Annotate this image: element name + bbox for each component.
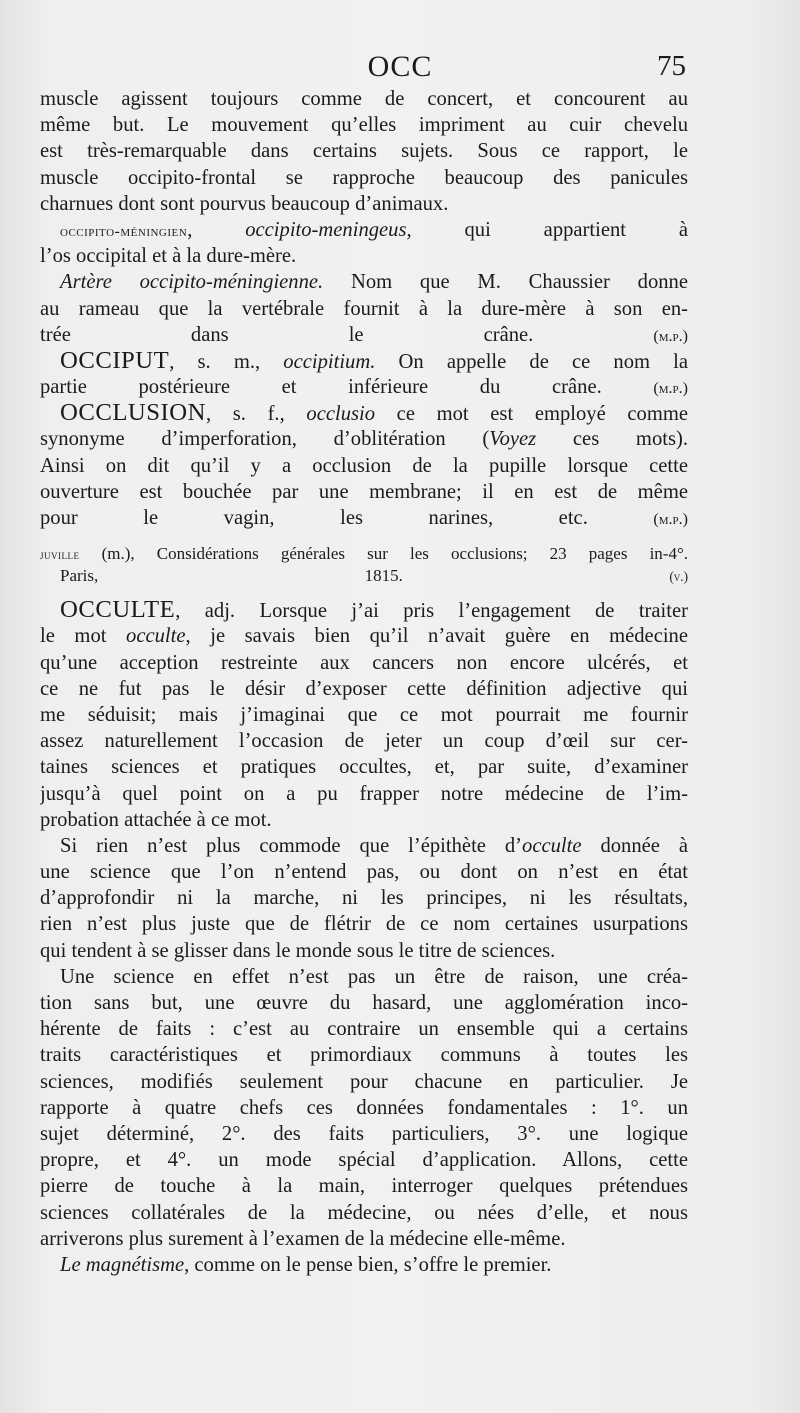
text-line: tion sans but, une œuvre du hasard, une agglomération inco- xyxy=(40,992,688,1014)
bibliography-entry xyxy=(40,543,688,565)
text-fragment: , s. m., xyxy=(169,350,284,373)
page-number: 75 xyxy=(657,50,686,82)
text-fragment: Paris, 1815. xyxy=(60,566,403,586)
text-fragment: ces mots). xyxy=(536,428,688,451)
text-fragment: (m.), Considérations générales sur les occlusions; 23 pages in-4°. xyxy=(79,544,688,564)
text-line: pierre de touche à la main, interroger quelques prétendues xyxy=(40,1175,688,1198)
subentry-term: Artère occipito-méningienne. xyxy=(60,271,324,294)
text-line: jusqu’à quel point on a pu frapper notre médecine de l’im- xyxy=(40,782,688,805)
text-fragment: , xyxy=(187,218,246,241)
text-line: arriverons plus surement à l’examen de la médecine elle-même. xyxy=(40,1227,566,1250)
text-line: qui tendent à se glisser dans le monde sous le titre de sciences. xyxy=(40,939,556,962)
author-tag: (m.p.) xyxy=(653,511,688,528)
bibliography-author: juville xyxy=(40,547,80,563)
bibliography xyxy=(40,543,688,587)
cross-reference: Voyez xyxy=(489,428,537,451)
author-tag: (m.p.) xyxy=(653,327,688,345)
text-fragment: On appelle de ce nom la xyxy=(375,350,688,373)
text-line: me séduisit; mais j’imaginai que ce mot pourrait me fournir xyxy=(40,703,688,726)
text-line: traits caractéristiques et primordiaux communs à toutes les xyxy=(40,1044,688,1067)
text-line xyxy=(40,1252,688,1278)
text-line: hérente de faits : c’est au contraire un ensemble qui a certains xyxy=(40,1018,688,1041)
author-tag: (m.p.) xyxy=(653,380,688,398)
text-line: sciences collatérales de la médecine, ou nées d’elle, et nous xyxy=(40,1201,688,1224)
text-line xyxy=(40,322,688,348)
text-fragment: ce mot est employé comme xyxy=(375,403,688,426)
text-line xyxy=(40,505,688,531)
text-line: taines sciences et pratiques occultes, et, par suite, d’examiner xyxy=(40,756,688,779)
entry-headword: OCCIPUT xyxy=(60,347,170,374)
text-line: est très-remarquable dans certains sujets. Sous ce rapport, le xyxy=(40,140,688,163)
text-fragment: synonyme d’imperforation, d’oblitération ( xyxy=(40,428,490,451)
entry-occlusion xyxy=(40,400,688,426)
text-line: muscle agissent toujours comme de concert, et concourent au xyxy=(40,88,688,110)
text-line: même but. Le mouvement qu’elles impriment au cuir chevelu xyxy=(40,114,688,137)
text-fragment: partie postérieure et inférieure du crâne. xyxy=(40,376,602,399)
text-line: Une science en effet n’est pas un être de raison, une créa- xyxy=(60,965,688,988)
entry-occulte xyxy=(40,597,688,623)
text-fragment: , comme on le pense bien, s’offre le premier. xyxy=(184,1253,552,1276)
entry-headword: OCCULTE xyxy=(60,597,176,624)
running-head: OCC xyxy=(367,50,433,83)
text-line: muscle occipito-frontal se rapproche beaucoup des panicules xyxy=(40,166,688,189)
author-tag: (v.) xyxy=(669,569,688,585)
text-line xyxy=(40,374,688,400)
text-fragment: , je savais bien qu’il n’avait guère en médecine xyxy=(185,625,688,648)
emphasis: occulte xyxy=(126,625,186,648)
text-line xyxy=(40,833,688,859)
text-fragment: , s. f., xyxy=(205,403,307,426)
latin-term: occipitium. xyxy=(283,350,376,373)
text-line xyxy=(40,426,688,452)
text-line: charnues dont sont pourvus beaucoup d’animaux. xyxy=(40,192,449,215)
text-fragment: Nom que M. Chaussier donne xyxy=(323,271,688,294)
text-fragment: , qui appartient à xyxy=(406,218,688,241)
text-line: rapporte à quatre chefs ces données fondamentales : 1°. un xyxy=(40,1096,688,1119)
emphasis: occulte xyxy=(522,834,582,857)
entry-headword: OCCLUSION xyxy=(60,400,206,427)
entry-headword: occipito-méningien xyxy=(60,222,188,240)
text-fragment: trée dans le crâne. xyxy=(40,323,534,346)
text-line: sciences, modifiés seulement pour chacune en particulier. Je xyxy=(40,1070,688,1093)
text-fragment: Si rien n’est plus commode que l’épithète d’ xyxy=(60,834,523,857)
text-fragment: pour le vagin, les narines, etc. xyxy=(40,507,588,529)
entry-occiput xyxy=(40,348,688,374)
latin-term: occipito-meningeus xyxy=(245,218,407,241)
text-line: une science que l’on n’entend pas, ou dont on n’est en état xyxy=(40,861,688,884)
text-fragment: donnée à xyxy=(581,834,688,857)
text-line: ce ne fut pas le désir d’exposer cette définition adjective qui xyxy=(40,677,688,700)
text-fragment: le mot xyxy=(40,625,127,648)
text-line: au rameau que la vertébrale fournit à la dure-mère à son en- xyxy=(40,297,688,320)
text-line: Ainsi on dit qu’il y a occlusion de la pupille lorsque cette xyxy=(40,454,688,477)
text-line: propre, et 4°. un mode spécial d’application. Allons, cette xyxy=(40,1149,688,1172)
entry-occipito-meningien xyxy=(40,217,688,243)
text-fragment: , adj. Lorsque j’ai pris l’engagement de traiter xyxy=(175,600,688,623)
text-line: sujet déterminé, 2°. des faits particuliers, 3°. une logique xyxy=(40,1122,688,1145)
latin-term: occlusio xyxy=(306,403,376,426)
text-line: d’approfondir ni la marche, ni les principes, ni les résultats, xyxy=(40,887,688,910)
text-line xyxy=(40,623,688,649)
page-header xyxy=(0,50,800,90)
bibliography-entry-cont xyxy=(40,565,688,587)
text-line: assez naturellement l’occasion de jeter un coup d’œil sur cer- xyxy=(40,730,688,753)
text-line: probation attachée à ce mot. xyxy=(40,808,272,831)
text-line: ouverture est bouchée par une membrane; il en est de même xyxy=(40,480,688,503)
text-line: qu’une acception restreinte aux cancers non encore ulcérés, et xyxy=(40,651,688,674)
emphasis: Le magnétisme xyxy=(60,1253,185,1276)
text-line: l’os occipital et à la dure-mère. xyxy=(40,245,297,268)
entry-artere xyxy=(40,269,688,295)
text-line: rien n’est plus juste que de flétrir de ce nom certaines usurpations xyxy=(40,913,688,936)
page-body xyxy=(40,86,688,1278)
